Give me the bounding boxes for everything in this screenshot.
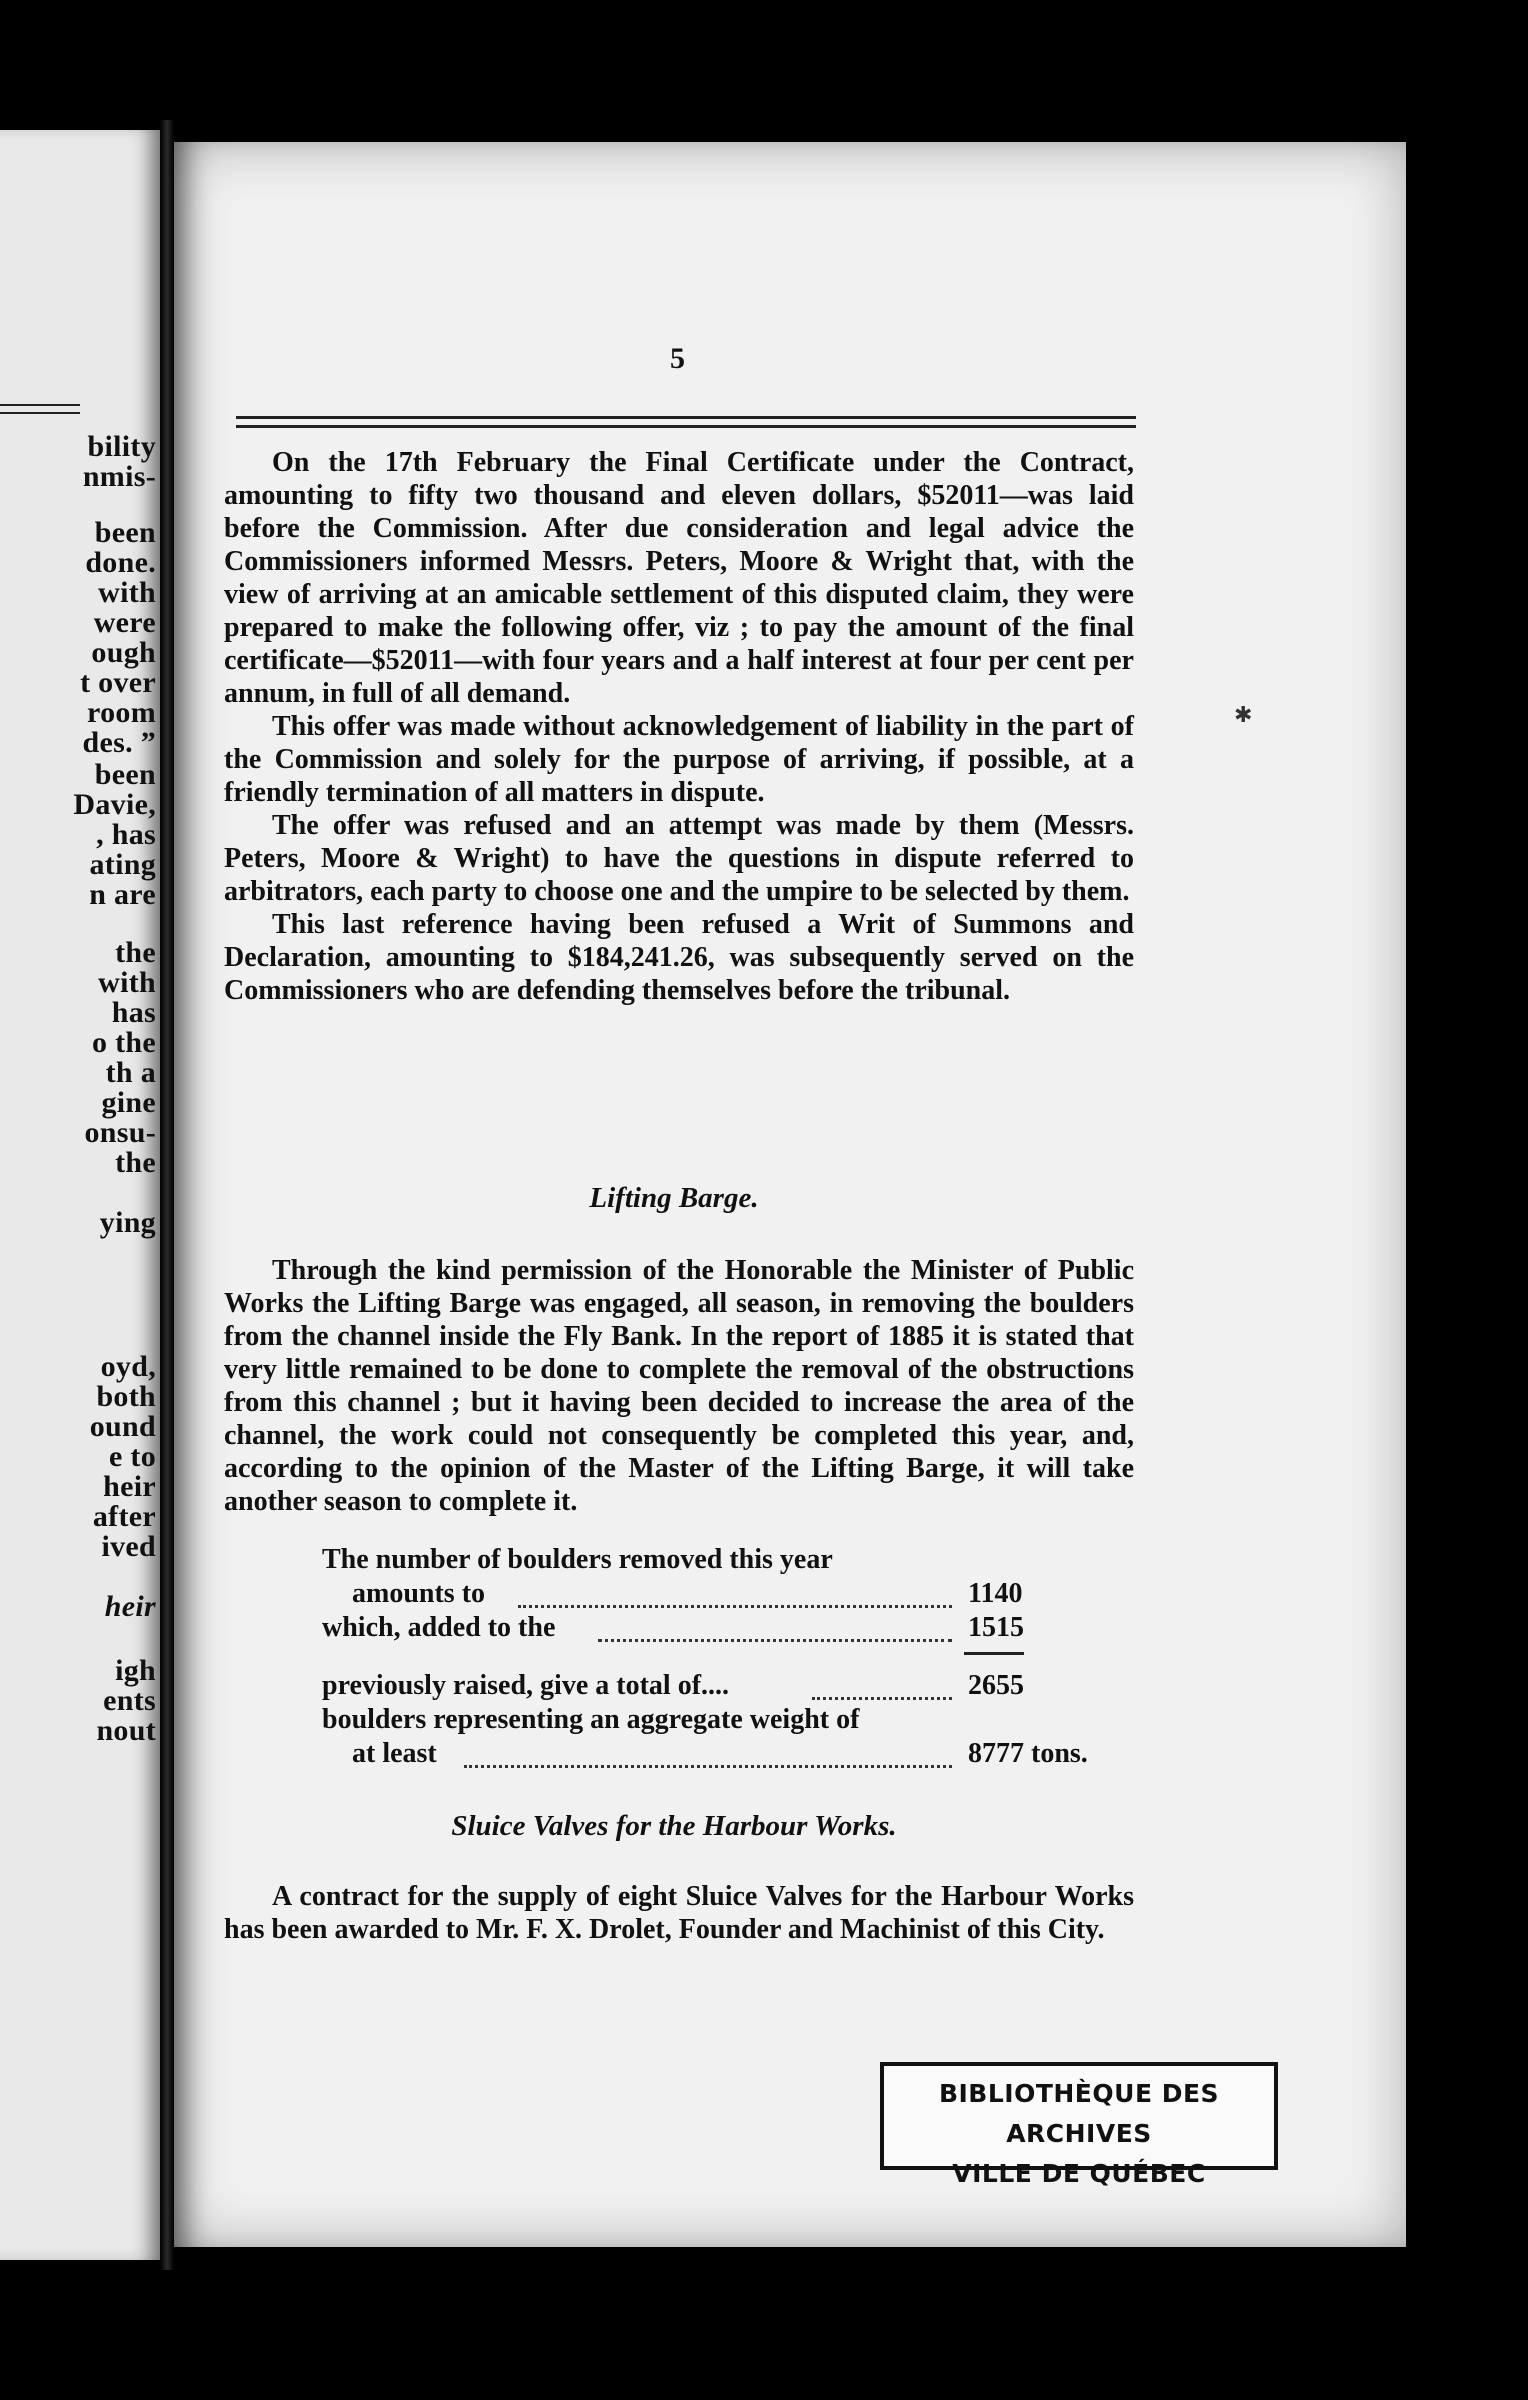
paragraph-offer-refused: The offer was refused and an attempt was made by them (Messrs. Peters, Moore & Wright) to have the questions in dispute referred to arbitrators, each party to choose one and the umpire to be selected by them. <box>224 810 1134 907</box>
adjacent-page-fragment: igh <box>115 1654 156 1687</box>
scan-speck: ✱ <box>1234 702 1253 727</box>
adjacent-page-fragment: the <box>115 1146 156 1179</box>
tally-line-3 <box>322 1612 1202 1645</box>
leader-dots <box>464 1738 952 1768</box>
stamp-line-2: VILLE DE QUÉBEC <box>952 2159 1206 2188</box>
tally-line-3-label: which, added to the <box>322 1612 556 1643</box>
adjacent-page-fragment: both <box>96 1380 156 1413</box>
paragraph-final-certificate: On the 17th February the Final Certificate under the Contract, amounting to fifty two thousand and eleven dollars, $52011—was laid before the Commission. After due consideration and legal advice the Commissioners informed Messrs. Peters, Moore & Wright that, with the view of arriving at an amicable settlement of this disputed claim, they were prepared to make the following offer, viz ; to pay the amount of the final certificate—$52011—with four years and a half interest at four per cent per annum, in full of all demand. <box>224 447 1134 709</box>
adjacent-page-fragment: ound <box>89 1410 156 1443</box>
tally-line-5 <box>322 1704 1202 1737</box>
tally-line-2-value: 1140 <box>968 1578 1023 1609</box>
leader-dots <box>518 1578 952 1608</box>
adjacent-page-fragment: after <box>92 1500 156 1533</box>
paragraph-writ-of-summons: This last reference having been refused a Writ of Summons and Declaration, amounting to $184,241.26, was subsequently served on the Commissioners who are defending themselves before the tribunal. <box>224 909 1134 1006</box>
adjacent-page-fragment: ents <box>103 1684 156 1717</box>
tally-line-4-label: previously raised, give a total of.... <box>322 1670 730 1701</box>
adjacent-page-fragment: were <box>93 606 156 639</box>
adjacent-page-fragment: oyd, <box>100 1350 156 1383</box>
adjacent-page-fragment: with <box>98 966 156 999</box>
adjacent-page-fragment: th a <box>105 1056 156 1089</box>
adjacent-page-fragment: the <box>115 936 156 969</box>
body-text <box>224 446 1134 1007</box>
adjacent-page-rule <box>0 412 80 414</box>
adjacent-page-fragment: room <box>87 696 156 729</box>
sum-rule <box>964 1652 1024 1655</box>
adjacent-page-fragment: t over <box>80 666 156 699</box>
paragraph-offer-terms: This offer was made without acknowledgement of liability in the part of the Commission and solely for the purpose of arriving, if possible, at a friendly termination of all matters in dispute. <box>224 711 1134 808</box>
adjacent-page-fragment: ough <box>91 636 156 669</box>
adjacent-page-fragment: nmis- <box>82 460 156 493</box>
adjacent-page-fragment: done. <box>85 546 156 579</box>
tally-line-1 <box>322 1544 1202 1577</box>
adjacent-page-fragment: has <box>111 996 156 1029</box>
paragraph-lifting-barge: Through the kind permission of the Honorable the Minister of Public Works the Lifting Barge was engaged, all season, in removing the boulders from the channel inside the Fly Bank. In the report of 1885 it is stated that very little remained to be done to complete the removal of the obstructions from this channel ; but it having been decided to increase the area of the channel, the work could not consequently be completed this year, and, according to the opinion of the Master of the Lifting Barge, it will take another season to complete it. <box>224 1255 1134 1517</box>
adjacent-page-rule <box>0 404 80 406</box>
adjacent-page-fragment: heir <box>104 1590 156 1623</box>
tally-line-2 <box>322 1578 1202 1611</box>
adjacent-page-fragment: n are <box>89 878 156 911</box>
adjacent-page-fragment: o the <box>92 1026 156 1059</box>
leader-dots <box>598 1612 952 1642</box>
tally-line-6 <box>322 1738 1202 1771</box>
adjacent-page-fragment: with <box>98 576 156 609</box>
archive-stamp <box>880 2062 1278 2188</box>
adjacent-page-fragment: ived <box>101 1530 156 1563</box>
page-number: 5 <box>670 342 685 375</box>
adjacent-page-fragment: gine <box>101 1086 156 1119</box>
adjacent-page-fragment: been <box>94 516 156 549</box>
header-rule-bottom <box>236 425 1136 428</box>
stamp-line-1: BIBLIOTHÈQUE DES ARCHIVES <box>938 2079 1220 2148</box>
tally-line-4-value: 2655 <box>968 1670 1024 1701</box>
adjacent-page-fragment: des. ” <box>82 726 156 759</box>
adjacent-page-fragment: bility <box>87 430 156 463</box>
sluice-valves-text <box>224 1880 1134 1946</box>
adjacent-page-fragment: e to <box>108 1440 156 1473</box>
adjacent-page <box>0 130 160 2260</box>
leader-dots <box>812 1670 952 1700</box>
book-gutter <box>160 120 174 2270</box>
adjacent-page-fragment: heir <box>103 1470 156 1503</box>
tally-line-4 <box>322 1670 1202 1703</box>
header-rule-top <box>236 416 1136 419</box>
adjacent-page-fragment: onsu- <box>84 1116 156 1149</box>
tally-line-3-value: 1515 <box>968 1612 1024 1643</box>
lifting-barge-text <box>224 1254 1134 1518</box>
tally-line-6-value: 8777 tons. <box>968 1738 1088 1769</box>
adjacent-page-fragment: ying <box>99 1206 156 1239</box>
paragraph-sluice-valves: A contract for the supply of eight Sluice Valves for the Harbour Works has been awarded to Mr. F. X. Drolet, Founder and Machinist of this City. <box>224 1881 1134 1945</box>
adjacent-page-fragment: , has <box>96 818 156 851</box>
adjacent-page-fragment: Davie, <box>73 788 156 821</box>
tally-line-1-text: The number of boulders removed this year <box>322 1544 833 1575</box>
tally-line-5-text: boulders representing an aggregate weight of <box>322 1704 860 1735</box>
adjacent-page-fragment: ating <box>89 848 156 881</box>
adjacent-page-fragment: been <box>94 758 156 791</box>
heading-sluice-valves: Sluice Valves for the Harbour Works. <box>451 1810 897 1842</box>
heading-lifting-barge: Lifting Barge. <box>589 1182 759 1214</box>
adjacent-page-fragment: nout <box>96 1714 156 1747</box>
tally-line-2-label: amounts to <box>352 1578 486 1609</box>
tally-line-6-label: at least <box>352 1738 437 1769</box>
document-page <box>174 142 1406 2247</box>
